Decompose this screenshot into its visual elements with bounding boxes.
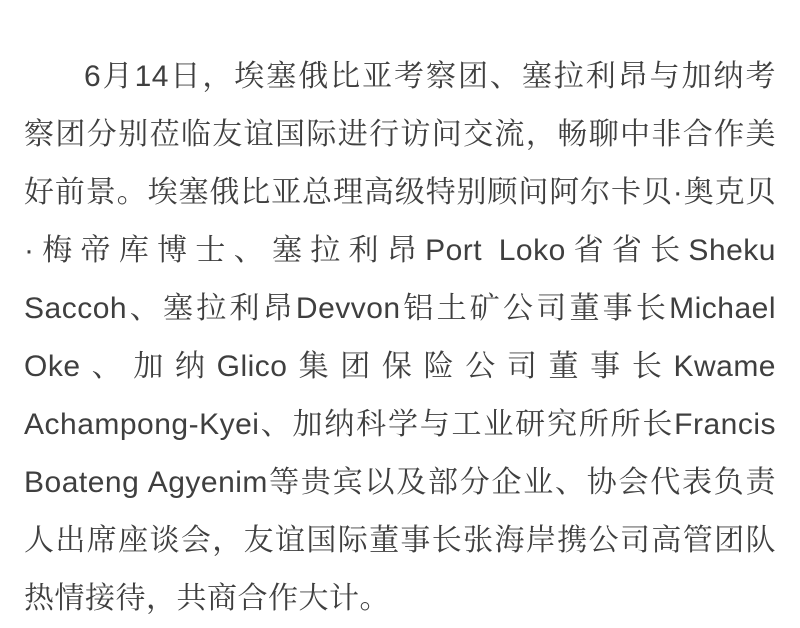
article-paragraph: 6月14日，埃塞俄比亚考察团、塞拉利昂与加纳考察团分别莅临友谊国际进行访问交流，畅聊中非合作美好前景。埃塞俄比亚总理高级特别顾问阿尔卡贝·奥克贝·梅帝库博士、塞拉利昂Port Loko省省长Sheku Saccoh、塞拉利昂Devvon铝土矿公司董事长Michael Oke、加纳Glico集团保险公司董事长Kwame Achampong-Kyei、加纳科学与工业研究所所长Francis Boateng Agyenim等贵宾以及部分企业、协会代表负责人出席座谈会，友谊国际董事长张海岸携公司高管团队热情接待，共商合作大计。: [24, 60, 776, 615]
